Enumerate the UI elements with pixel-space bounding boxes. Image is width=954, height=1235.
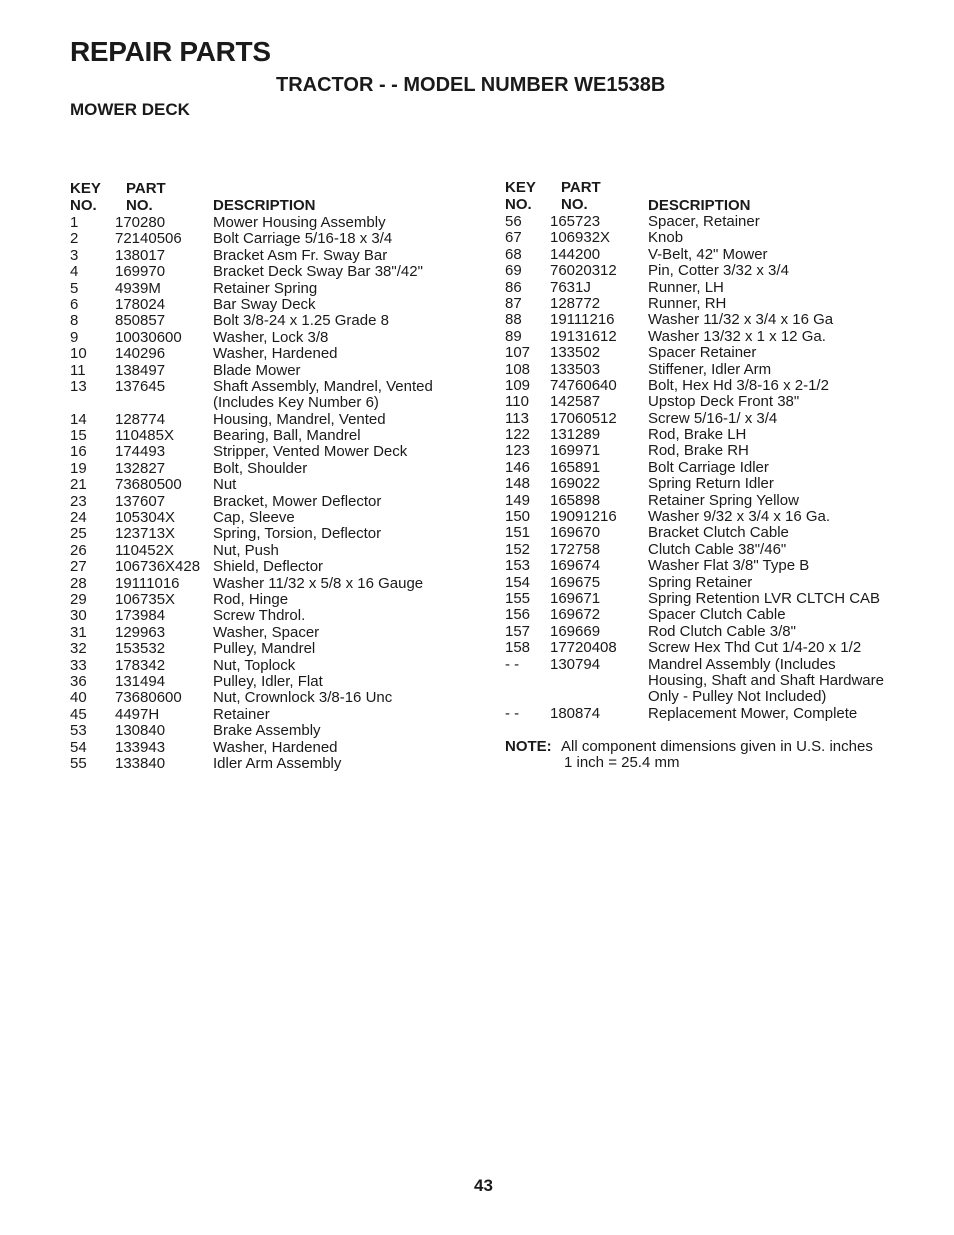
part-number: 133943	[115, 738, 166, 756]
key-number: 16	[70, 443, 87, 461]
part-number: 110452X	[115, 541, 174, 559]
part-description	[213, 625, 493, 641]
part-description	[648, 230, 928, 246]
part-description	[213, 281, 493, 297]
description-line: Blade Mower	[213, 361, 301, 379]
description-line: Spring, Torsion, Deflector	[213, 525, 382, 543]
part-number: 144200	[550, 245, 601, 263]
part-description	[648, 706, 928, 722]
part-number: 130794	[550, 655, 601, 673]
description-line: Washer, Hardened	[213, 738, 338, 756]
key-number: 68	[505, 245, 522, 263]
key-number: - -	[505, 704, 520, 722]
key-number: 153	[505, 557, 531, 575]
description-line: Screw 5/16-1/ x 3/4	[648, 409, 778, 427]
part-number: 130840	[115, 722, 166, 740]
key-number: 27	[70, 558, 87, 576]
part-number: 169971	[550, 442, 601, 460]
part-number: 17720408	[550, 639, 617, 657]
description-line: Mower Housing Assembly	[213, 214, 386, 231]
key-number: 53	[70, 722, 87, 740]
description-line: Pulley, Mandrel	[213, 640, 316, 658]
part-number: 850857	[115, 312, 166, 330]
description-line: Bracket Deck Sway Bar 38"/42"	[213, 263, 423, 281]
part-number: 138497	[115, 361, 166, 379]
part-description	[648, 607, 928, 623]
description-line: Cap, Sleeve	[213, 509, 295, 527]
key-number: 36	[70, 672, 87, 690]
description-line: Knob	[648, 229, 684, 247]
part-description	[648, 624, 928, 640]
part-description	[213, 494, 493, 510]
part-description	[213, 740, 493, 756]
description-line: Rod, Brake RH	[648, 442, 749, 460]
part-number: 169970	[115, 263, 166, 281]
part-number: 19131612	[550, 327, 617, 345]
key-header-line2: NO.	[70, 197, 97, 214]
part-description	[213, 231, 493, 247]
description-line: Retainer	[213, 705, 270, 723]
note-text-line1: All component dimensions given in U.S. inches	[561, 738, 873, 755]
description-line: Bolt Carriage Idler	[648, 458, 769, 476]
note-text-line2: 1 inch = 25.4 mm	[564, 754, 680, 772]
part-description	[213, 428, 493, 444]
part-number: 7631J	[550, 278, 591, 296]
key-number: 25	[70, 525, 87, 543]
part-description	[648, 296, 928, 312]
part-description	[213, 313, 493, 329]
part-number: 173984	[115, 607, 166, 625]
part-description	[213, 264, 493, 280]
part-number: 10030600	[115, 328, 182, 346]
part-description	[213, 477, 493, 493]
part-header-line2: NO.	[126, 197, 153, 214]
part-description	[648, 443, 928, 459]
key-number: 122	[505, 426, 531, 444]
key-number: 9	[70, 328, 79, 346]
key-number: 69	[505, 262, 522, 280]
part-description	[213, 297, 493, 313]
description-line: Rod, Hinge	[213, 591, 289, 608]
part-number: 170280	[115, 214, 166, 231]
description-line: Upstop Deck Front 38"	[648, 393, 800, 411]
description-line: Bracket, Mower Deflector	[213, 492, 382, 510]
part-number: 129963	[115, 623, 166, 641]
part-description	[648, 575, 928, 591]
part-number: 165891	[550, 458, 601, 476]
part-description	[648, 378, 928, 394]
key-number: 15	[70, 427, 87, 445]
description-line: Washer, Hardened	[213, 345, 338, 363]
key-header-line1: KEY	[505, 179, 536, 196]
part-number: 132827	[115, 459, 166, 477]
part-description	[648, 411, 928, 427]
description-line: Housing, Shaft and Shaft Hardware	[648, 671, 884, 689]
description-line: Bracket Asm Fr. Sway Bar	[213, 246, 388, 264]
key-number: 6	[70, 295, 79, 313]
part-number: 138017	[115, 246, 166, 264]
part-number: 137607	[115, 492, 166, 510]
part-description	[648, 558, 928, 574]
part-description	[213, 510, 493, 526]
key-number: 155	[505, 589, 531, 607]
key-number: 2	[70, 230, 79, 248]
part-description	[648, 476, 928, 492]
description-line: Pulley, Idler, Flat	[213, 672, 323, 690]
key-number: 4	[70, 263, 79, 281]
key-number: 29	[70, 591, 87, 608]
description-line: Spacer Retainer	[648, 344, 757, 362]
key-number: 21	[70, 476, 87, 494]
part-number: 169022	[550, 475, 601, 493]
part-number: 110485X	[115, 427, 174, 445]
part-number: 169670	[550, 524, 601, 542]
part-description	[648, 542, 928, 558]
key-number: 157	[505, 622, 531, 640]
description-line: Retainer Spring	[213, 279, 318, 297]
part-number: 133840	[115, 754, 166, 772]
description-line: Spring Retention LVR CLTCH CAB	[648, 589, 881, 607]
description-line: Washer Flat 3/8" Type B	[648, 557, 810, 575]
part-description	[213, 658, 493, 674]
part-description	[648, 460, 928, 476]
key-number: 8	[70, 312, 79, 330]
key-number: 10	[70, 345, 87, 363]
description-line: Replacement Mower, Complete	[648, 704, 858, 722]
part-description	[213, 756, 493, 772]
part-header-line1: PART	[561, 179, 601, 196]
part-number: 4939M	[115, 279, 161, 297]
key-number: 67	[505, 229, 522, 247]
key-number: 11	[70, 361, 86, 379]
part-description	[648, 345, 928, 361]
description-line: Bracket Clutch Cable	[648, 524, 789, 542]
key-number: 148	[505, 475, 531, 493]
description-header: DESCRIPTION	[648, 197, 751, 214]
part-number: 169674	[550, 557, 601, 575]
part-number: 169669	[550, 622, 601, 640]
part-description	[213, 707, 493, 723]
part-description	[648, 493, 928, 509]
description-line: Bearing, Ball, Mandrel	[213, 427, 361, 445]
key-number: 86	[505, 278, 522, 296]
description-line: Bolt Carriage 5/16-18 x 3/4	[213, 230, 393, 248]
part-description	[648, 312, 928, 328]
key-number: 24	[70, 509, 87, 527]
part-description	[213, 412, 493, 428]
model-subtitle: TRACTOR - - MODEL NUMBER WE1538B	[276, 74, 666, 96]
part-description	[648, 329, 928, 345]
key-number: 19	[70, 459, 87, 477]
key-number: 55	[70, 754, 87, 772]
description-line: Stiffener, Idler Arm	[648, 360, 772, 378]
part-number: 131494	[115, 672, 166, 690]
key-number: 40	[70, 689, 87, 707]
description-line: Rod, Brake LH	[648, 426, 747, 444]
key-number: 156	[505, 606, 531, 624]
part-description	[213, 444, 493, 460]
key-number: 23	[70, 492, 87, 510]
part-number: 153532	[115, 640, 166, 658]
part-number: 128774	[115, 410, 166, 428]
description-line: Bolt, Shoulder	[213, 459, 308, 477]
key-number: 3	[70, 246, 79, 264]
key-number: 113	[505, 409, 529, 427]
part-description	[213, 690, 493, 706]
key-number: 149	[505, 491, 531, 509]
part-number: 19111216	[550, 311, 615, 329]
part-number: 106735X	[115, 591, 176, 608]
key-number: 88	[505, 311, 522, 329]
key-number: 89	[505, 327, 522, 345]
part-number: 74760640	[550, 376, 617, 394]
part-number: 73680600	[115, 689, 182, 707]
description-line: Washer 13/32 x 1 x 12 Ga.	[648, 327, 826, 345]
part-number: 174493	[115, 443, 166, 461]
description-line: Only - Pulley Not Included)	[648, 688, 827, 706]
part-description	[213, 248, 493, 264]
description-line: Nut, Crownlock 3/8-16 Unc	[213, 689, 393, 707]
key-number: 1	[70, 214, 79, 231]
key-number: 108	[505, 360, 531, 378]
part-number: 4497H	[115, 705, 160, 723]
key-header-line2: NO.	[505, 196, 532, 213]
key-number: 146	[505, 458, 531, 476]
description-line: Washer 11/32 x 3/4 x 16 Ga	[648, 311, 834, 329]
part-number: 169672	[550, 606, 601, 624]
key-number: 14	[70, 410, 87, 428]
part-number: 172758	[550, 540, 601, 558]
part-description	[213, 559, 493, 575]
description-line: Spacer, Retainer	[648, 213, 760, 230]
part-number: 165898	[550, 491, 601, 509]
part-number: 73680500	[115, 476, 182, 494]
part-description	[213, 461, 493, 477]
description-line: Nut, Toplock	[213, 656, 296, 674]
key-number: 110	[505, 393, 529, 411]
part-number: 142587	[550, 393, 601, 411]
description-line: Clutch Cable 38"/46"	[648, 540, 787, 558]
part-number: 123713X	[115, 525, 176, 543]
page-number: 43	[474, 1176, 493, 1195]
description-line: Washer 9/32 x 3/4 x 16 Ga.	[648, 508, 831, 526]
part-description	[213, 215, 493, 231]
part-description	[648, 525, 928, 541]
description-line: (Includes Key Number 6)	[213, 394, 379, 412]
key-number: 26	[70, 541, 87, 559]
key-number: 56	[505, 213, 522, 230]
part-description	[648, 509, 928, 525]
part-number: 76020312	[550, 262, 617, 280]
part-number: 128772	[550, 294, 601, 312]
part-description	[648, 591, 928, 607]
description-line: Washer 11/32 x 5/8 x 16 Gauge	[213, 574, 424, 592]
part-description	[648, 214, 928, 230]
description-line: Bolt, Hex Hd 3/8-16 x 2-1/2	[648, 376, 829, 394]
key-number: 28	[70, 574, 87, 592]
part-number: 72140506	[115, 230, 182, 248]
part-number: 131289	[550, 426, 601, 444]
description-line: Retainer Spring Yellow	[648, 491, 799, 509]
key-number: 123	[505, 442, 531, 460]
description-line: Brake Assembly	[213, 722, 321, 740]
part-description	[213, 674, 493, 690]
part-description	[648, 640, 928, 656]
description-line: Rod Clutch Cable 3/8"	[648, 622, 796, 640]
part-description	[213, 723, 493, 739]
part-number: 19091216	[550, 508, 617, 526]
description-line: Spacer Clutch Cable	[648, 606, 786, 624]
description-line: V-Belt, 42" Mower	[648, 245, 768, 263]
part-number: 106736X428	[115, 558, 201, 576]
key-number: 33	[70, 656, 87, 674]
part-number: 178024	[115, 295, 166, 313]
part-number: 17060512	[550, 409, 617, 427]
key-number: 30	[70, 607, 87, 625]
part-number: 19111016	[115, 574, 180, 592]
description-line: Washer, Spacer	[213, 623, 320, 641]
description-line: Nut, Push	[213, 541, 279, 559]
key-number: 107	[505, 344, 531, 362]
key-number: 87	[505, 294, 522, 312]
part-number: 178342	[115, 656, 166, 674]
description-header: DESCRIPTION	[213, 197, 316, 214]
description-line: Spring Retainer	[648, 573, 753, 591]
part-number: 169671	[550, 589, 601, 607]
description-line: Runner, LH	[648, 278, 724, 296]
part-number: 169675	[550, 573, 601, 591]
key-number: 45	[70, 705, 87, 723]
part-description	[213, 346, 493, 362]
part-number: 140296	[115, 345, 166, 363]
part-header-line2: NO.	[561, 196, 588, 213]
key-header-line1: KEY	[70, 180, 101, 197]
note-label: NOTE:	[505, 738, 552, 755]
part-number: 105304X	[115, 509, 176, 527]
part-description	[213, 543, 493, 559]
part-description	[213, 576, 493, 592]
part-description	[648, 427, 928, 443]
part-number: 180874	[550, 704, 601, 722]
part-description	[213, 592, 493, 608]
description-line: Washer, Lock 3/8	[213, 328, 329, 346]
section-heading: MOWER DECK	[70, 100, 190, 119]
description-line: Shaft Assembly, Mandrel, Vented	[213, 377, 433, 395]
part-number: 106932X	[550, 229, 611, 247]
key-number: 54	[70, 738, 87, 756]
part-description	[213, 330, 493, 346]
description-line: Screw Hex Thd Cut 1/4-20 x 1/2	[648, 639, 862, 657]
key-number: - -	[505, 655, 520, 673]
key-number: 151	[505, 524, 531, 542]
part-number: 133502	[550, 344, 601, 362]
key-number: 13	[70, 377, 87, 395]
key-number: 154	[505, 573, 531, 591]
part-description	[213, 608, 493, 624]
part-description	[648, 280, 928, 296]
description-line: Screw Thdrol.	[213, 607, 306, 625]
description-line: Mandrel Assembly (Includes	[648, 655, 836, 673]
key-number: 150	[505, 508, 531, 526]
part-description	[213, 526, 493, 542]
description-line: Idler Arm Assembly	[213, 754, 342, 772]
part-description	[648, 263, 928, 279]
part-description	[213, 363, 493, 379]
part-number: 133503	[550, 360, 601, 378]
part-description	[648, 247, 928, 263]
key-number: 31	[70, 623, 87, 641]
description-line: Housing, Mandrel, Vented	[213, 410, 386, 428]
description-line: Spring Return Idler	[648, 475, 774, 493]
key-number: 109	[505, 376, 531, 394]
part-number: 165723	[550, 213, 601, 230]
description-line: Shield, Deflector	[213, 558, 324, 576]
description-line: Stripper, Vented Mower Deck	[213, 443, 408, 461]
description-line: Runner, RH	[648, 294, 727, 312]
description-line: Pin, Cotter 3/32 x 3/4	[648, 262, 789, 280]
description-line: Nut	[213, 476, 237, 494]
key-number: 32	[70, 640, 87, 658]
part-description	[213, 379, 493, 412]
part-description	[648, 657, 928, 706]
part-description	[213, 641, 493, 657]
description-line: Bar Sway Deck	[213, 295, 316, 313]
part-header-line1: PART	[126, 180, 166, 197]
key-number: 5	[70, 279, 79, 297]
part-description	[648, 362, 928, 378]
page-title: REPAIR PARTS	[70, 36, 271, 67]
part-description	[648, 394, 928, 410]
key-number: 152	[505, 540, 531, 558]
key-number: 158	[505, 639, 531, 657]
part-number: 137645	[115, 377, 166, 395]
description-line: Bolt 3/8-24 x 1.25 Grade 8	[213, 312, 389, 330]
